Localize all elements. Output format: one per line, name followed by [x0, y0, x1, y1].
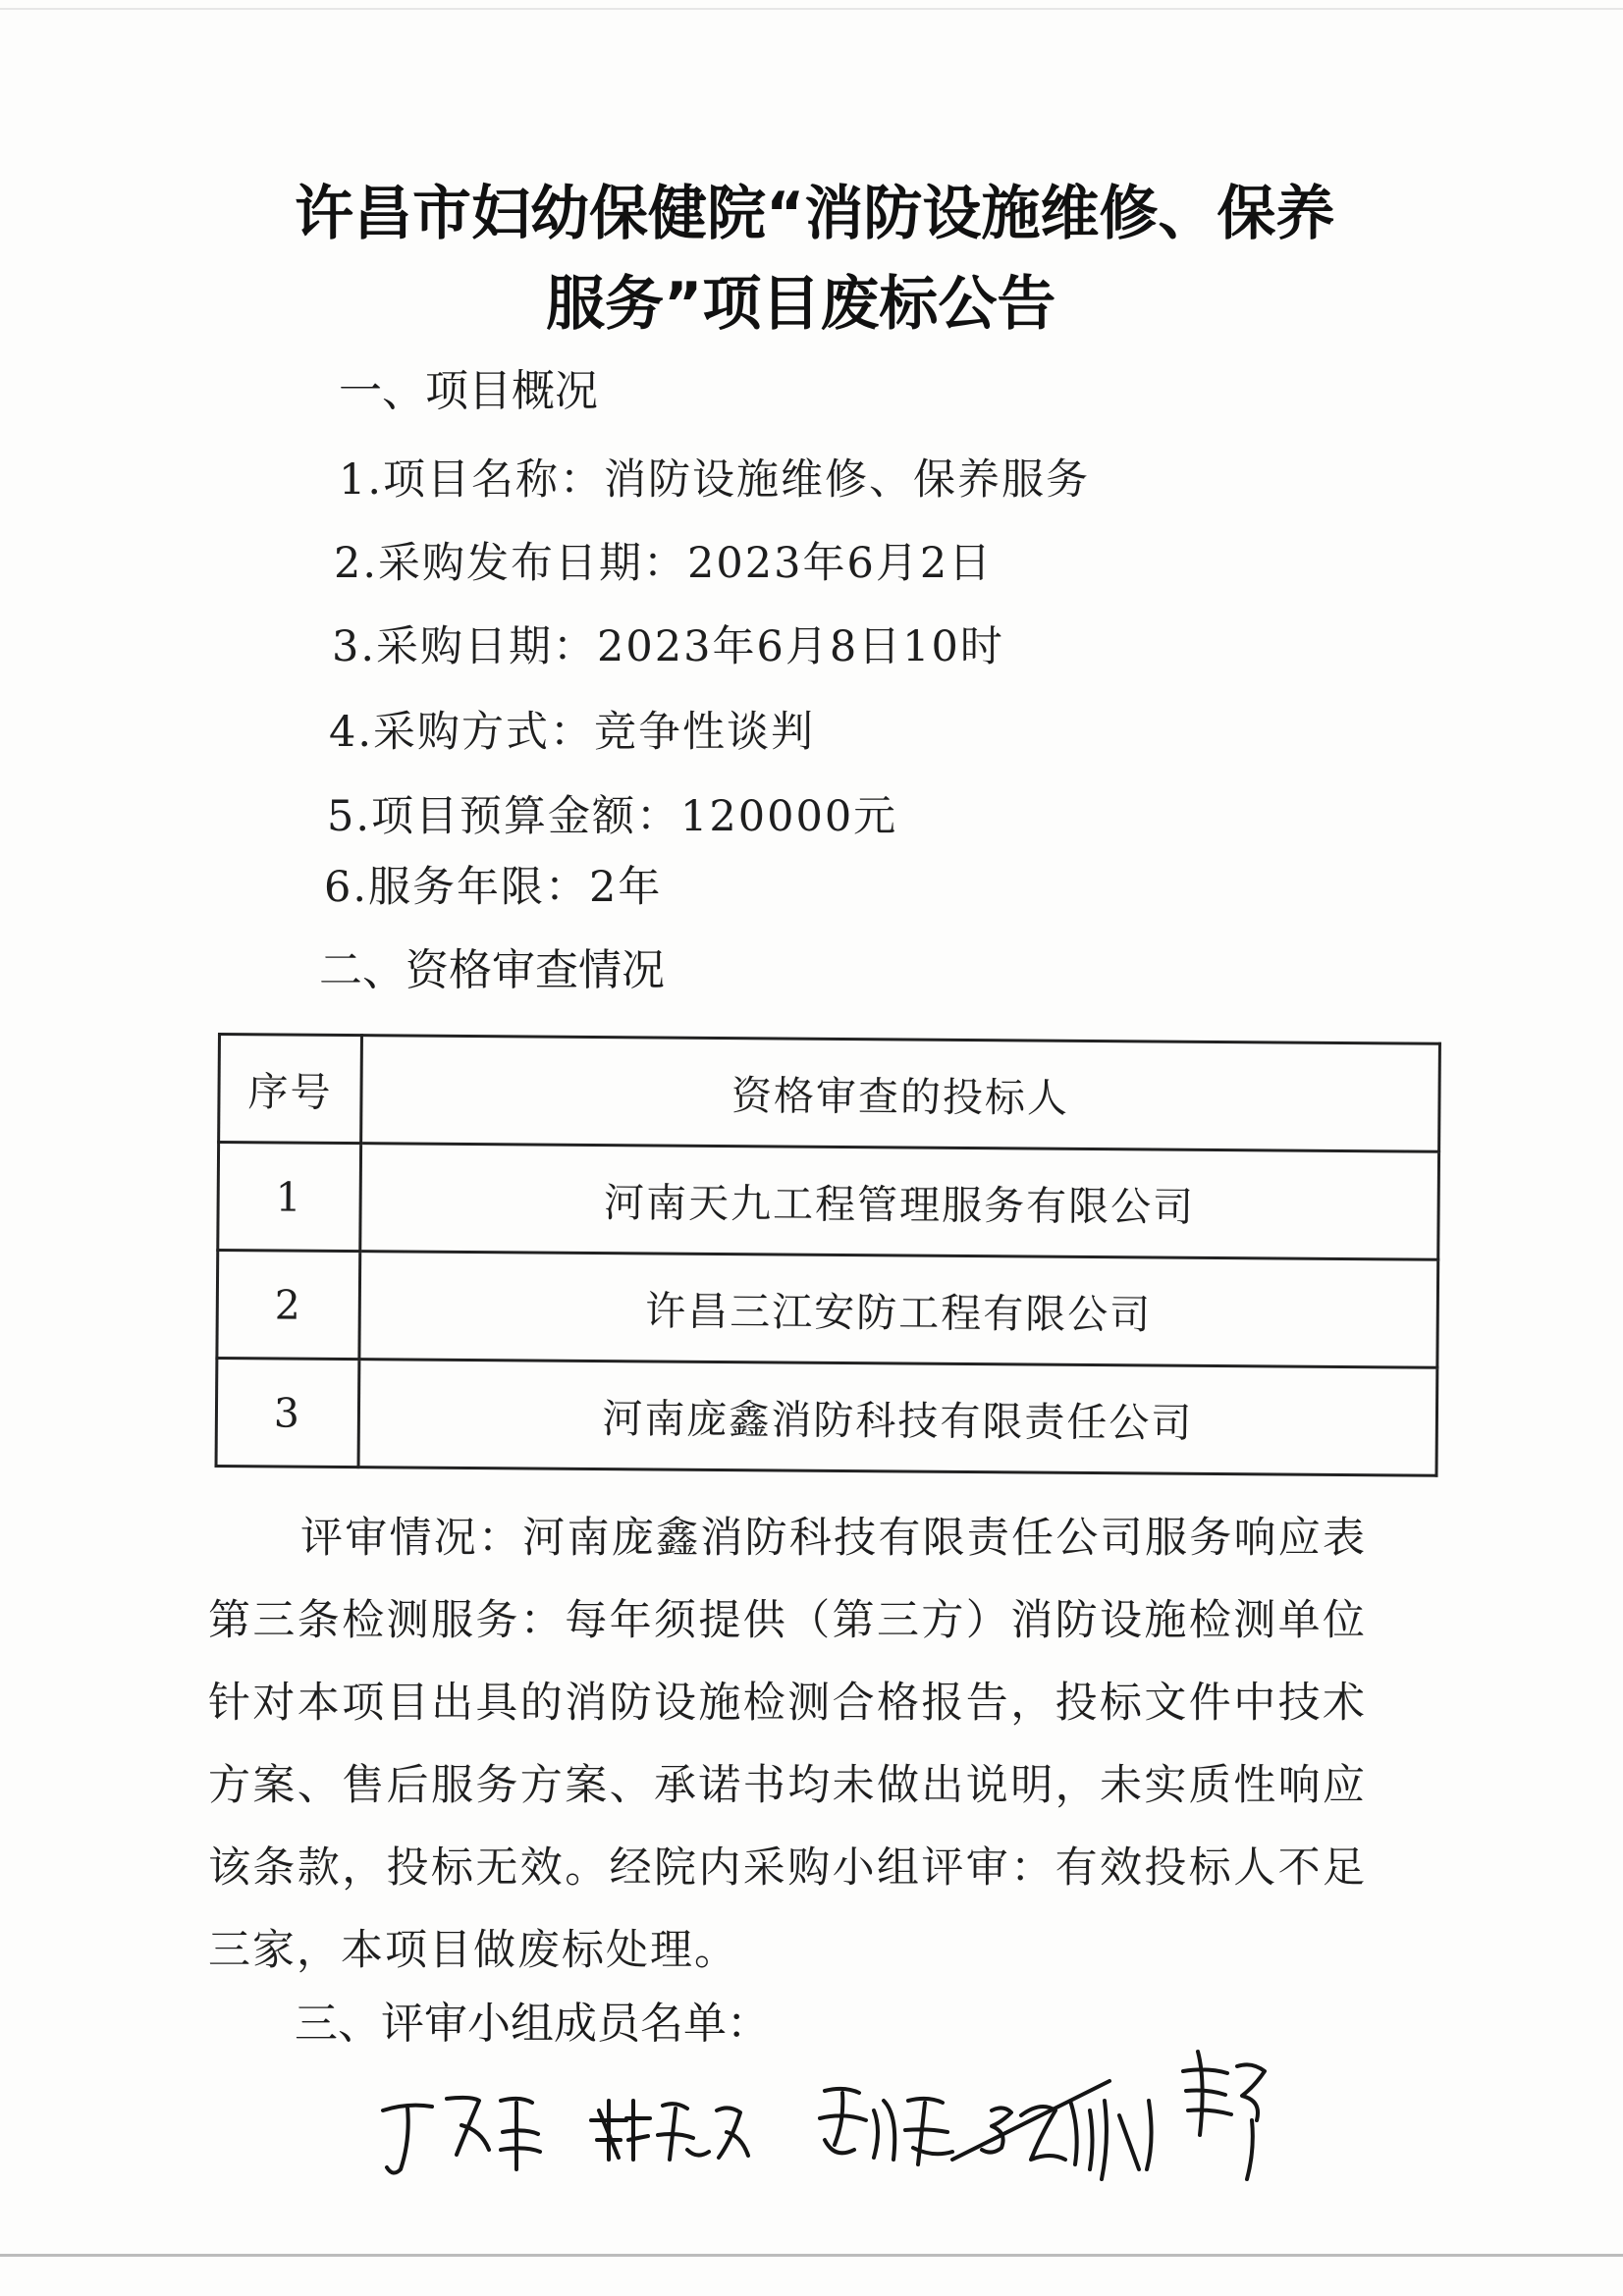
section3-heading: 三、评审小组成员名单： — [295, 1999, 770, 2049]
section2-heading: 二、资格审查情况 — [319, 945, 665, 995]
signature-3 — [820, 2081, 1109, 2164]
row-bidder: 河南庞鑫消防科技有限责任公司 — [358, 1360, 1437, 1476]
header-bidder: 资格审查的投标人 — [361, 1036, 1440, 1152]
project-name-item: 1.项目名称：消防设施维修、保养服务 — [339, 455, 1091, 505]
row-serial: 1 — [218, 1143, 361, 1252]
signatures-area — [363, 2042, 1325, 2199]
service-years-item: 6.服务年限：2年 — [324, 863, 663, 912]
signature-5 — [1183, 2052, 1265, 2179]
purchase-method-item: 4.采购方式：竞争性谈判 — [329, 708, 816, 757]
publish-date-item: 2.采购发布日期：2023年6月2日 — [334, 539, 994, 588]
row-serial: 2 — [217, 1251, 360, 1360]
row-serial: 3 — [216, 1359, 359, 1468]
scan-bottom-edge — [0, 2254, 1623, 2257]
table-row — [217, 1251, 1438, 1368]
signature-2 — [591, 2101, 748, 2160]
table-header-row — [219, 1035, 1440, 1152]
review-paragraph: 评审情况：河南庞鑫消防科技有限责任公司服务响应表第三条检测服务：每年须提供（第三方）消防设施检测单位针对本项目出具的消防设施检测合格报告，投标文件中技术方案、售后服务方案、承诺书均未做出说明，未实质性响应该条款，投标无效。经院内采购小组评审：有效投标人不足三家，本项目做废标处理。 — [208, 1514, 1367, 1975]
row-bidder: 许昌三江安防工程有限公司 — [359, 1252, 1438, 1368]
table-row — [216, 1359, 1437, 1476]
row-bidder: 河南天九工程管理服务有限公司 — [360, 1144, 1439, 1260]
signature-1 — [383, 2098, 540, 2173]
document-title-line1: 许昌市妇幼保健院“消防设施维修、保养 — [295, 180, 1335, 248]
scan-top-edge — [0, 8, 1623, 10]
header-serial: 序号 — [219, 1035, 362, 1144]
purchase-date-item: 3.采购日期：2023年6月8日10时 — [332, 622, 1004, 671]
budget-item: 5.项目预算金额：120000元 — [327, 792, 898, 841]
handwritten-signatures — [363, 2042, 1325, 2199]
section1-heading: 一、项目概况 — [339, 366, 598, 416]
table-row — [218, 1143, 1439, 1260]
signature-4 — [982, 2101, 1152, 2179]
document-title-line2: 服务”项目废标公告 — [546, 270, 1056, 339]
qualification-table — [215, 1033, 1441, 1477]
